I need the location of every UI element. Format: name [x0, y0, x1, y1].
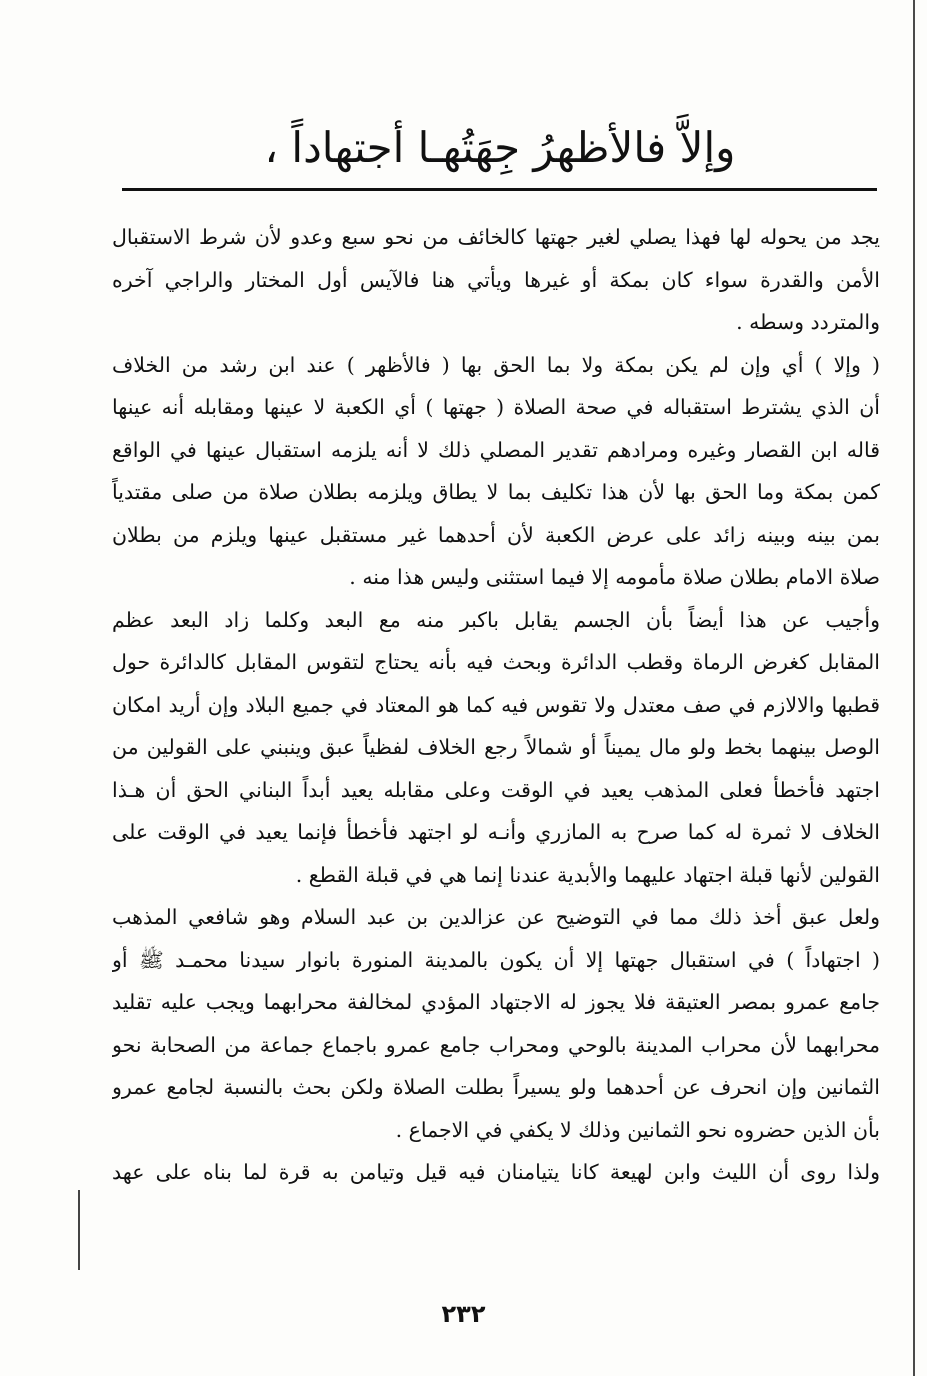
text-line: محرابهما لأن محراب المدينة بالوحي ومحراب جامع عمرو باجماع جماعة من الصحابة نحو — [112, 1032, 880, 1057]
page-edge-line — [913, 0, 915, 1376]
text-line: الأمن والقدرة سواء كان بمكة أو غيرها ويأتي هنا فالآيس أول المختار والراجي آخره — [112, 267, 880, 292]
text-line: اجتهد فأخطأ فعلى المذهب يعيد في الوقت وعلى مقابله يعيد أبداً البناني الحق أن هـذا — [112, 777, 880, 802]
text-line: قاله ابن القصار وغيره ومرادهم تقدير المصلي ذلك لا أنه يلزمه استقبال عينها في الواقع — [112, 437, 880, 462]
text-line: صلاة الامام بطلان صلاة مأمومه إلا فيما استثنى وليس هذا منه . — [349, 565, 880, 589]
text-line: الثمانين وإن انحرف عن أحدهما ولو يسيراً بطلت الصلاة ولكن بحث بالنسبة لجامع عمرو — [112, 1075, 880, 1099]
text-line: القولين لأنها قبلة اجتهاد عليهما والأبدية عندنا إنما هي في قبلة القطع . — [295, 862, 880, 887]
text-line: كمن بمكة وما الحق بها لأن هذا تكليف بما لا يطاق ويلزمه بطلان صلاة من صلى مقتدياً — [112, 480, 880, 504]
text-line: المقابل كغرض الرماة وقطب الدائرة وبحث فيه بأنه يحتاج لتقوس المقابل كالدائرة حول — [112, 650, 880, 674]
margin-mark — [78, 1190, 80, 1270]
heading-rule — [122, 188, 877, 191]
text-line: ولذا روى أن الليث وابن لهيعة كانا يتيامنان فيه قيل وتيامن به قرة لما بناه على عهد — [112, 1160, 880, 1184]
text-line: ( اجتهاداً ) في استقبال جهتها إلا أن يكون بالمدينة المنورة بانوار سيدنا محمـد ﷺ أو — [112, 947, 880, 972]
text-line: بأن الذين حضروه نحو الثمانين وذلك لا يكفي في الاجماع . — [395, 1117, 880, 1142]
text-line: الوصل بينهما بخط ولو مال يميناً أو شمالاً رجع الخلاف لفظياً عبق وينبني على القولين من — [112, 735, 880, 759]
text-line: يجد من يحوله لها فهذا يصلي لغير جهتها كالخائف من نحو سبع وعدو لأن شرط الاستقبال — [112, 225, 880, 249]
text-line: قطبها والالازم في صف معتدل ولا تقوس فيه كما هو المعتاد في جميع البلاد وإن أريد امكان — [112, 692, 880, 717]
text-line: ولعل عبق أخذ ذلك مما في التوضيح عن عزالدين بن عبد السلام وهو شافعي المذهب — [112, 905, 880, 929]
text-line: ( وإلا ) أي وإن لم يكن بمكة ولا بما الحق بها ( فالأظهر ) عند ابن رشد من الخلاف — [112, 352, 880, 377]
text-line: جامع عمرو بمصر العتيقة فلا يجوز له الاجتهاد المؤدي لمخالفة محرابهما ويجب عليه تقليد — [112, 990, 880, 1014]
text-line: الخلاف لا ثمرة له كما صرح به المازري وأنـه لو اجتهد فأخطأ فإنما يعيد في الوقت على — [112, 820, 880, 844]
text-line: بمن بينه وبينه زائد على عرض الكعبة لأن أحدهما غير مستقبل عينها ويلزم من بطلان — [112, 522, 880, 547]
text-line: أن الذي يشترط استقباله في صحة الصلاة ( جهتها ) أي الكعبة لا عينها ومقابله أنه عينها — [112, 395, 880, 419]
commentary-text — [112, 216, 880, 1194]
text-line: والمتردد وسطه . — [736, 310, 880, 334]
page-number: ٢٣٢ — [441, 1300, 486, 1328]
text-line: وأجيب عن هذا أيضاً بأن الجسم يقابل باكبر منه مع البعد وكلما زاد البعد عظم — [112, 607, 880, 632]
matn-heading: وإلاَّ فالأظهرُ جِهَتُهـا أجتهاداً ، — [264, 123, 736, 172]
